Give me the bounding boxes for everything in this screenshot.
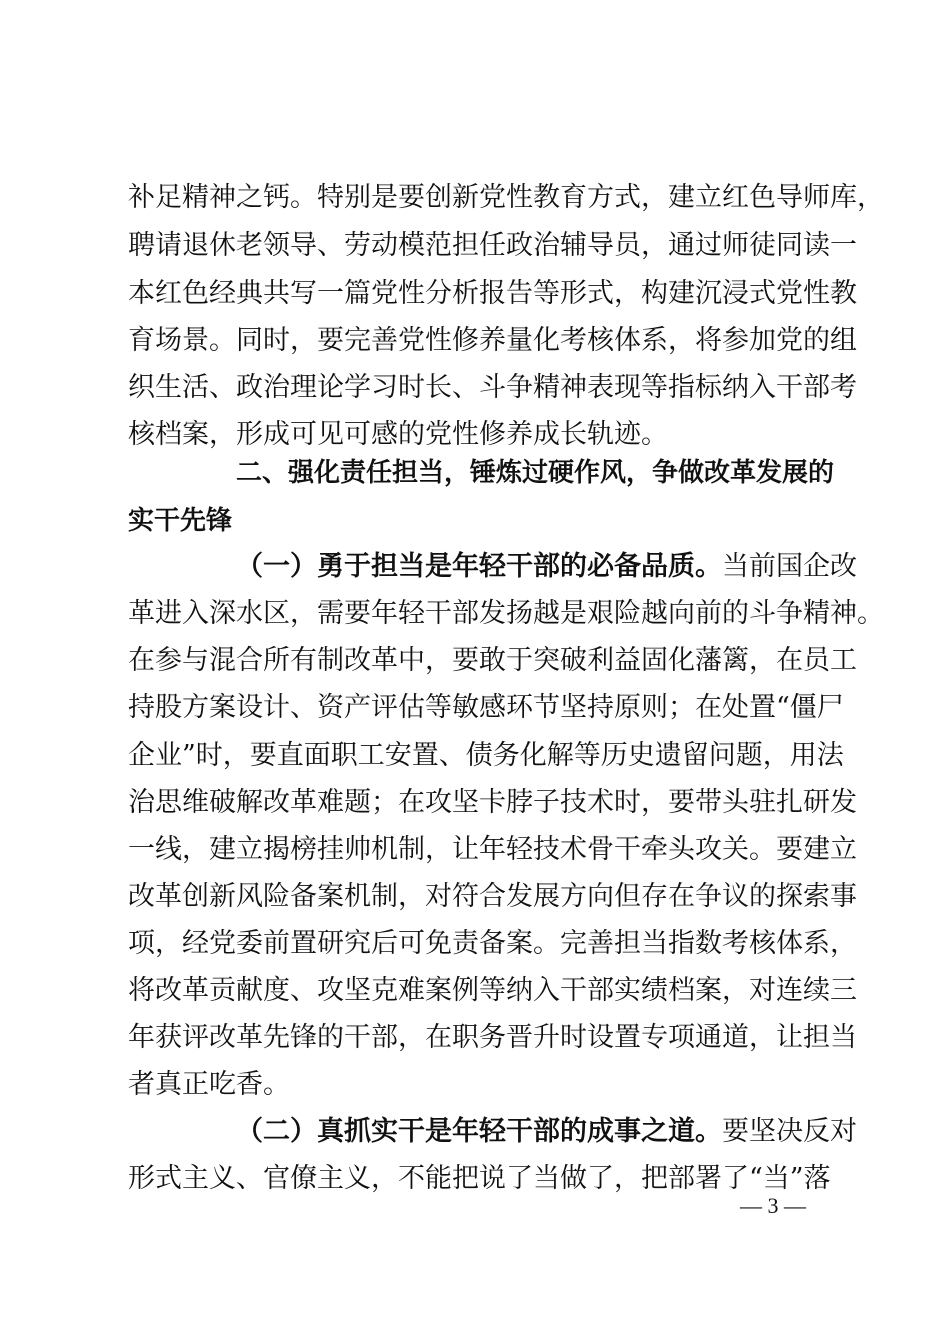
body-text-line: 织生活、政治理论学习时长、斗争精神表现等指标纳入干部考 — [128, 372, 857, 403]
body-text-line: 者真正吃香。 — [128, 1069, 290, 1100]
body-text-line: 治思维破解改革难题；在攻坚卡脖子技术时，要带头驻扎研发 — [128, 787, 857, 818]
paragraph-subheading: （一）勇于担当是年轻干部的必备品质。 — [236, 551, 722, 582]
body-text-line: 核档案，形成可见可感的党性修养成长轨迹。 — [128, 419, 668, 450]
body-text-line: 企业”时，要直面职工安置、债务化解等历史遗留问题，用法 — [128, 740, 844, 771]
body-text-line: 聘请退休老领导、劳动模范担任政治辅导员，通过师徒同读一 — [128, 230, 857, 261]
body-text-segment: 当前国企改 — [722, 551, 857, 582]
paragraph-subheading: （二）真抓实干是年轻干部的成事之道。 — [236, 1116, 722, 1147]
body-text-line: 将改革贡献度、攻坚克难案例等纳入干部实绩档案，对连续三 — [128, 975, 857, 1006]
body-text-line: 育场景。同时，要完善党性修养量化考核体系，将参加党的组 — [128, 325, 857, 356]
body-text-line: 持股方案设计、资产评估等敏感环节坚持原则；在处置“僵尸 — [128, 692, 844, 723]
body-text-segment: 要坚决反对 — [722, 1116, 857, 1147]
paragraph-first-line — [236, 1116, 857, 1148]
body-text-line: 项，经党委前置研究后可免责备案。完善担当指数考核体系， — [128, 928, 857, 959]
body-text-line: 革进入深水区，需要年轻干部发扬越是艰险越向前的斗争精神。 — [128, 598, 884, 629]
paragraph-first-line — [236, 551, 857, 583]
section-heading-line: 二、强化责任担当，锤炼过硬作风，争做改革发展的 — [236, 458, 835, 488]
body-text-line: 一线，建立揭榜挂帅机制，让年轻技术骨干牵头攻关。要建立 — [128, 834, 857, 865]
body-text-line: 在参与混合所有制改革中，要敢于突破利益固化藩篱，在员工 — [128, 645, 857, 676]
body-text-line: 本红色经典共写一篇党性分析报告等形式，构建沉浸式党性教 — [128, 278, 857, 309]
page-number: — 3 — — [740, 1193, 806, 1218]
body-text-line: 改革创新风险备案机制，对符合发展方向但存在争议的探索事 — [128, 881, 857, 912]
body-text-line: 形式主义、官僚主义，不能把说了当做了，把部署了“当”落 — [128, 1163, 831, 1194]
body-text-line: 补足精神之钙。特别是要创新党性教育方式，建立红色导师库， — [128, 182, 884, 213]
body-text-line: 年获评改革先锋的干部，在职务晋升时设置专项通道，让担当 — [128, 1022, 857, 1053]
section-heading-line: 实干先锋 — [128, 506, 233, 536]
